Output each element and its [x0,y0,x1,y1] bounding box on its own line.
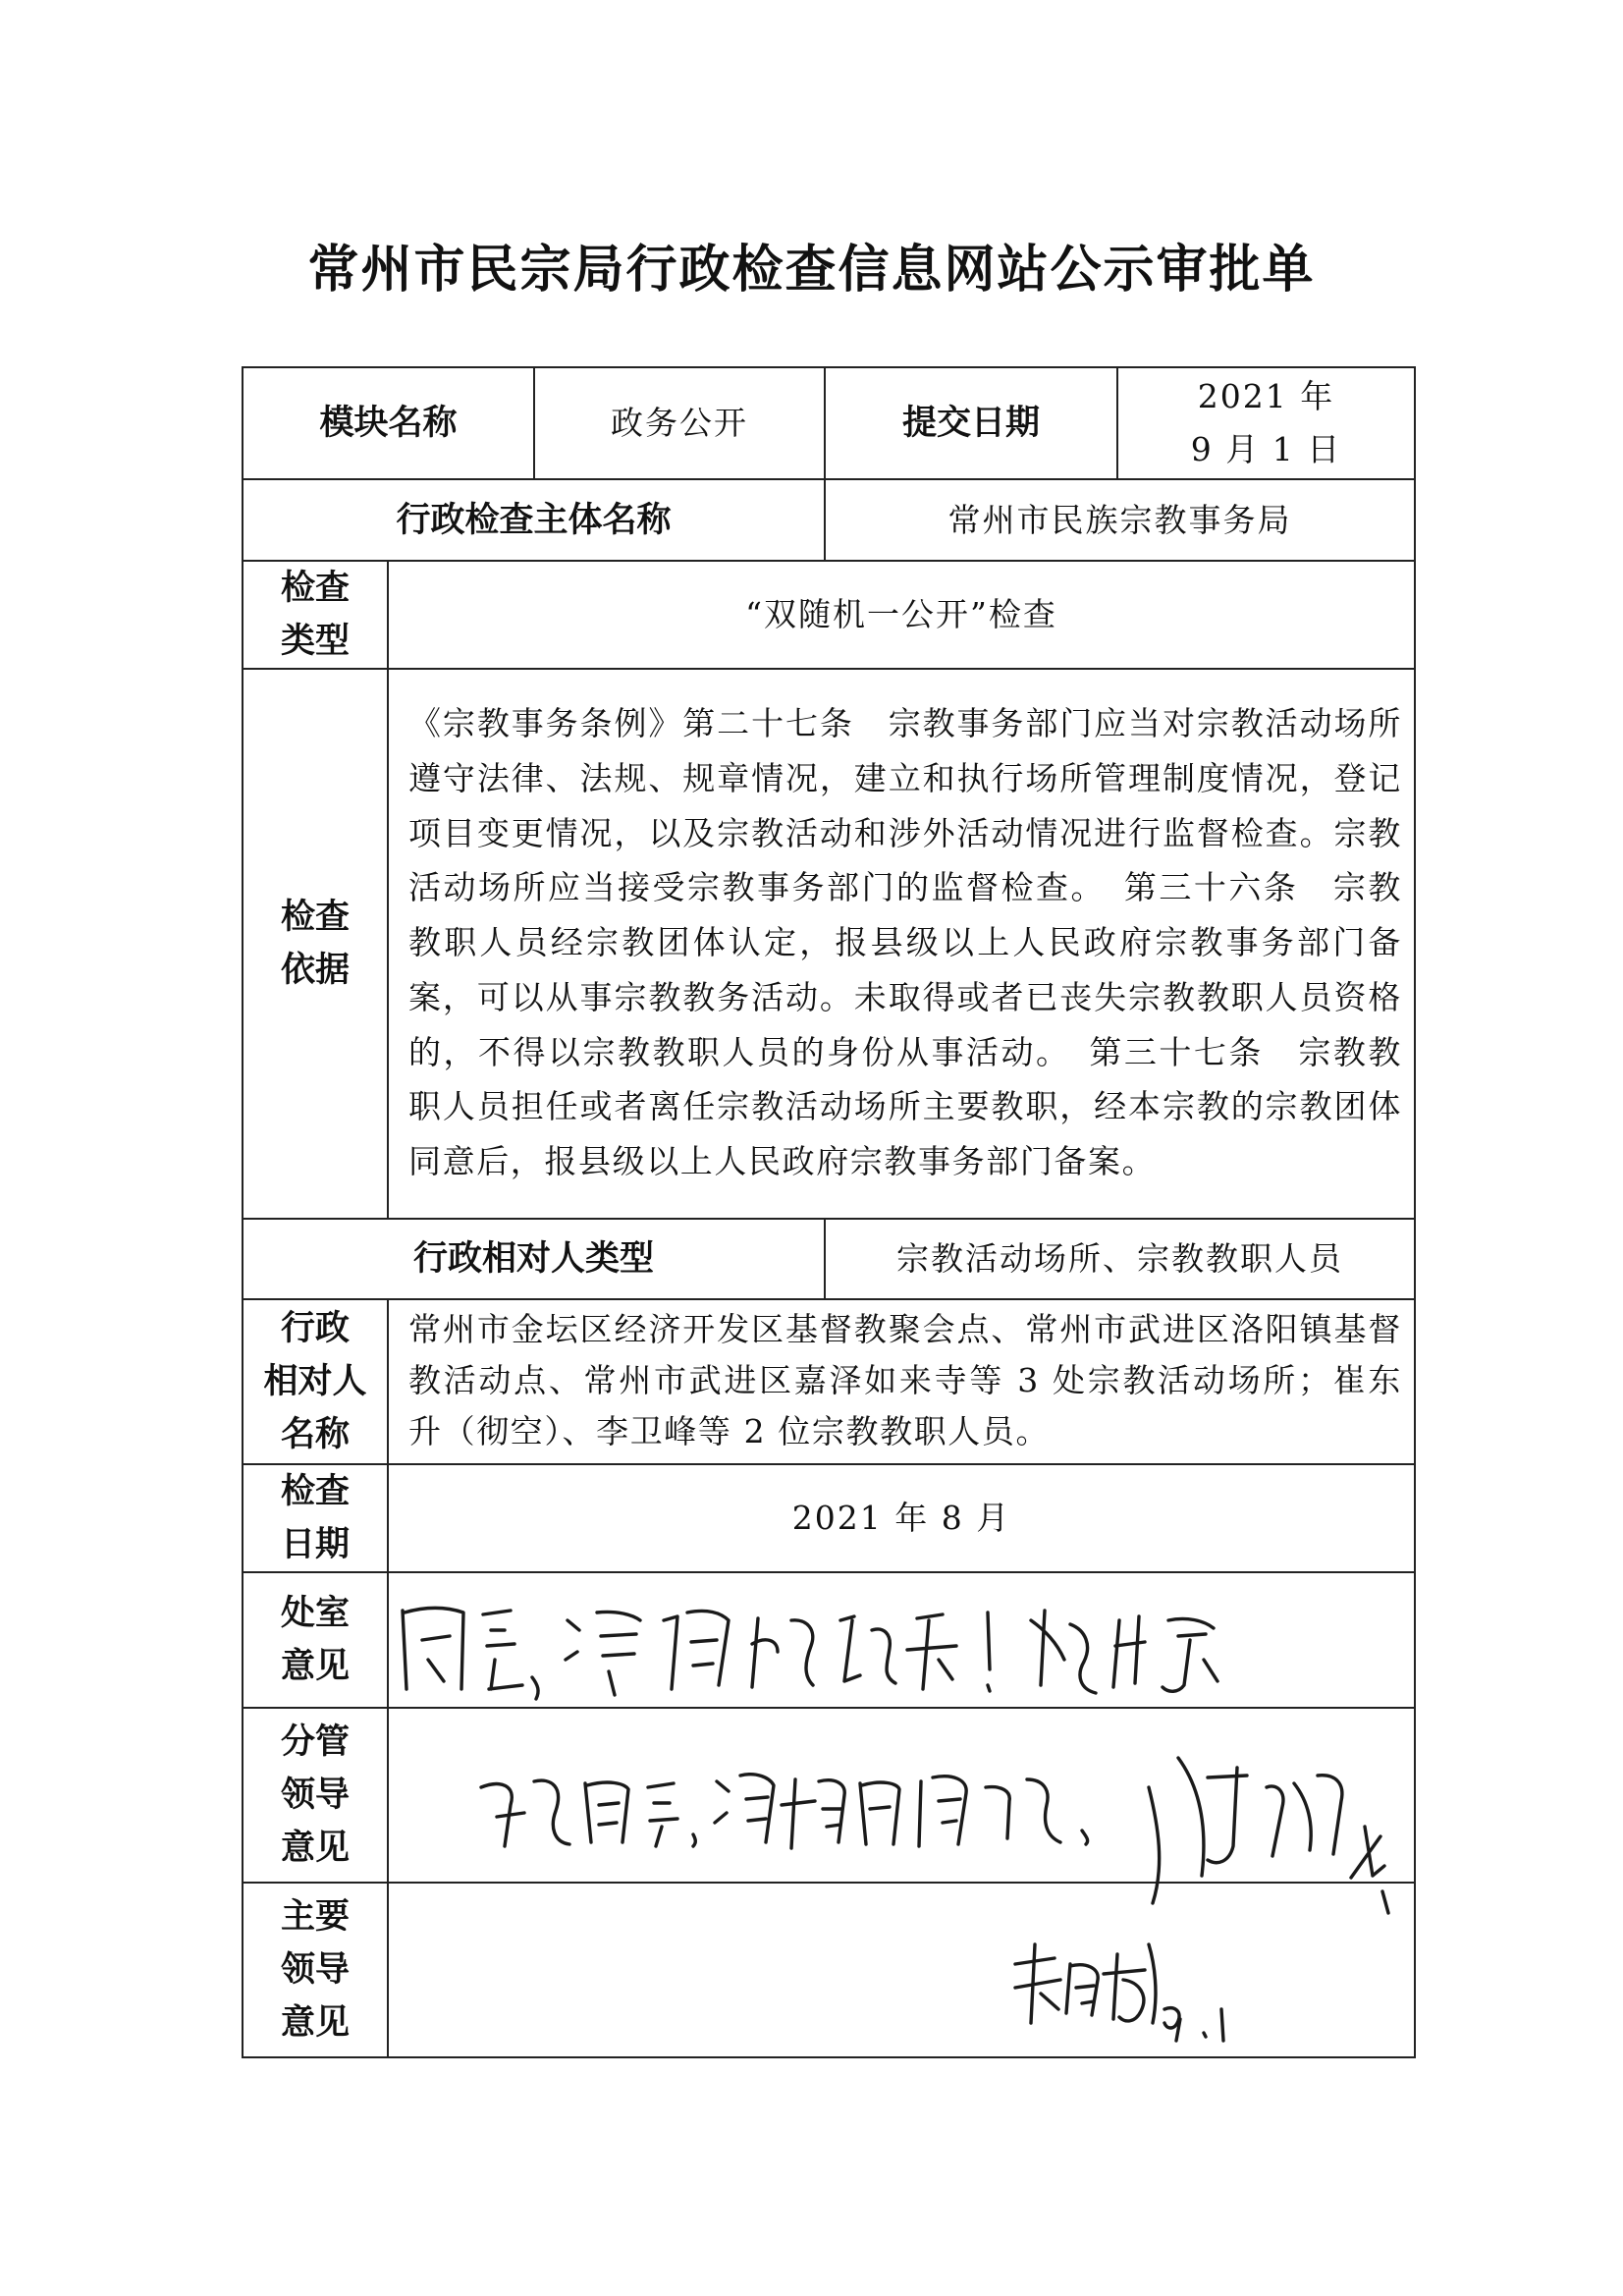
document-title: 常州市民宗局行政检查信息网站公示审批单 [307,241,1316,300]
supervisor-opinion-label-line2: 领导 [280,1776,350,1815]
counterpart-name-label-line3: 名称 [280,1415,350,1454]
inspection-basis-text: 《宗教事务条例》第二十七条 宗教事务部门应当对宗教活动场所遵守法律、法规、规章情况，建立和执行场所管理制度情况，登记项目变更情况，以及宗教活动和涉外活动情况进行监督检查。宗教活动场所应当接受宗教事务部门的监督检查。 第三十六条 宗教教职人员经宗教团体认定，报县级以上人民政府宗教事务部门备案，可以从事宗教教务活动。未取得或者已丧失宗教教职人员资格的，不得以宗教教职人员的身份从事活动。 第三十七条 宗教教职人员担任或者离任宗教活动场所主要教职，经本宗教的宗教团体同意后，报县级以上人民政府宗教事务部门备案。 [388,669,1415,1219]
inspection-basis-label [243,669,388,1219]
inspection-type-label [243,561,388,669]
inspection-date-value: 2021 年 8 月 [388,1464,1415,1572]
inspection-subject-label: 行政检查主体名称 [243,479,825,561]
counterpart-type-value: 宗教活动场所、宗教教职人员 [825,1219,1415,1299]
counterpart-name-label-line1: 行政 [280,1309,350,1348]
counterpart-name-label [243,1299,388,1464]
submit-date-year: 2021 年 [1197,377,1335,415]
principal-opinion-label-line3: 意见 [280,2003,350,2043]
inspection-date-label [243,1464,388,1572]
module-name-value: 政务公开 [534,367,825,479]
inspection-basis-label-line1: 检查 [280,898,350,937]
inspection-subject-row [243,479,1415,561]
counterpart-name-label-line2: 相对人 [263,1362,367,1401]
inspection-type-value: “双随机一公开”检查 [388,561,1415,669]
department-opinion-label-line1: 处室 [280,1594,350,1633]
principal-opinion-label-line2: 领导 [280,1950,350,1990]
submit-date-label: 提交日期 [825,367,1117,479]
inspection-date-row [243,1464,1415,1572]
inspection-type-row [243,561,1415,669]
inspection-basis-row [243,669,1415,1219]
counterpart-name-text: 常州市金坛区经济开发区基督教聚会点、常州市武进区洛阳镇基督教活动点、常州市武进区嘉泽如来寺等 3 处宗教活动场所；崔东升（彻空）、李卫峰等 2 位宗教教职人员。 [388,1299,1415,1464]
principal-opinion-label-line1: 主要 [280,1897,350,1937]
inspection-subject-value: 常州市民族宗教事务局 [825,479,1415,561]
supervisor-opinion-handwriting [461,1728,1404,1915]
module-row [243,367,1415,479]
counterpart-type-row [243,1219,1415,1299]
inspection-type-label-line2: 类型 [280,622,350,661]
inspection-date-label-line1: 检查 [280,1472,350,1511]
department-opinion-handwriting [393,1591,1257,1719]
department-opinion-label-line2: 意见 [280,1647,350,1686]
counterpart-name-row [243,1299,1415,1464]
submit-date-value [1117,367,1415,479]
supervisor-opinion-label-line1: 分管 [280,1722,350,1762]
principal-opinion-label [243,1883,388,2057]
principal-opinion-handwriting [1001,1925,1257,2043]
supervisor-opinion-label-line3: 意见 [280,1829,350,1868]
counterpart-type-label: 行政相对人类型 [243,1219,825,1299]
inspection-basis-label-line2: 依据 [280,951,350,990]
submit-date-monthday: 9 月 1 日 [1190,430,1342,468]
department-opinion-label [243,1572,388,1708]
inspection-type-label-line1: 检查 [280,569,350,608]
supervisor-opinion-label [243,1708,388,1883]
module-name-label: 模块名称 [243,367,534,479]
inspection-date-label-line2: 日期 [280,1525,350,1564]
